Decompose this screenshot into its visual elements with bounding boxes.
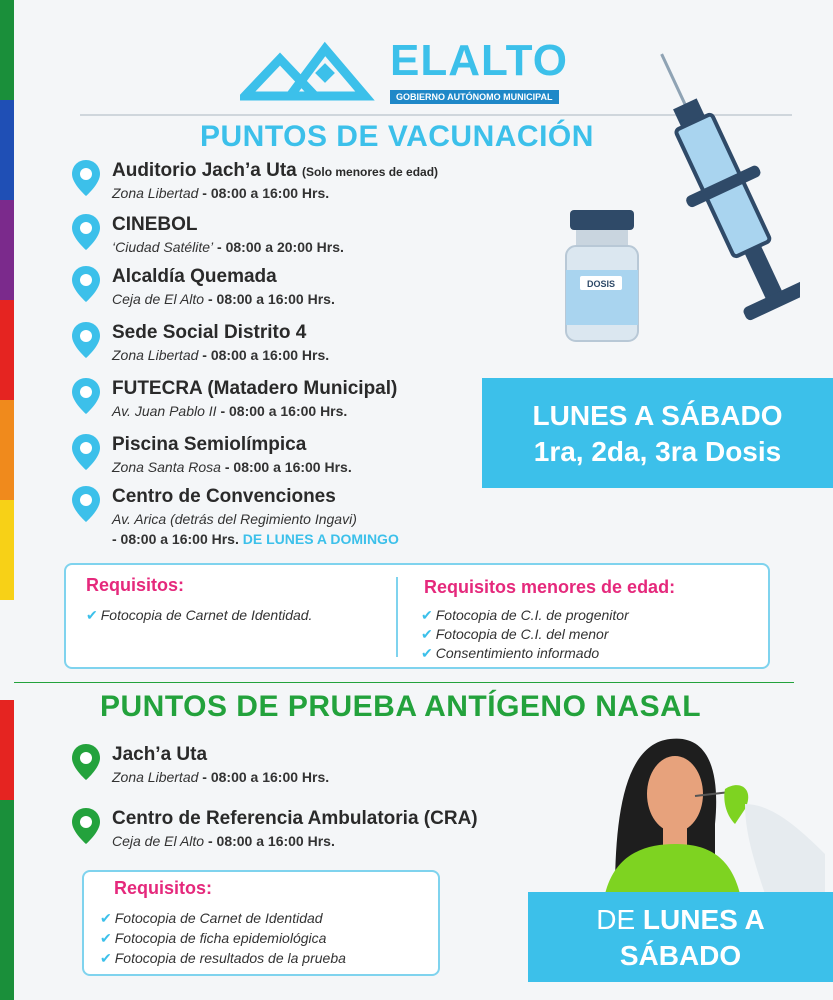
location-pin-icon — [72, 322, 100, 358]
requirement-item: ✔ Fotocopia de resultados de la prueba — [100, 950, 346, 966]
vaccine-vial-icon — [562, 210, 642, 345]
location-pin-icon — [72, 266, 100, 302]
location-details: Zona Libertad - 08:00 a 16:00 Hrs. — [112, 185, 330, 201]
location-name: Auditorio Jach’a Uta (Solo menores de edad) — [112, 160, 439, 181]
requirement-item: ✔ Fotocopia de C.I. del menor — [421, 626, 609, 642]
location-details: Ceja de El Alto - 08:00 a 16:00 Hrs. — [112, 833, 335, 849]
flag-stripe — [0, 0, 14, 1000]
header — [240, 34, 600, 104]
requirement-item: ✔ Consentimiento informado — [421, 645, 600, 661]
check-icon: ✔ — [100, 930, 112, 946]
requirement-item: ✔ Fotocopia de Carnet de Identidad. — [86, 607, 313, 623]
nasal-test-illustration-icon — [595, 734, 825, 894]
logo-text: ELALTO — [390, 36, 568, 85]
vaccination-requirements-box — [64, 563, 770, 669]
divider — [14, 682, 794, 683]
location-details: Av. Juan Pablo II - 08:00 a 16:00 Hrs. — [112, 403, 348, 419]
vial-label: DOSIS — [586, 279, 616, 289]
check-icon: ✔ — [100, 950, 112, 966]
location-details: Zona Libertad - 08:00 a 16:00 Hrs. — [112, 347, 330, 363]
location-name: Centro de Convenciones — [112, 486, 336, 507]
location-hours: - 08:00 a 16:00 Hrs. DE LUNES A DOMINGO — [112, 531, 399, 547]
divider — [396, 577, 398, 657]
mountain-logo-icon — [240, 34, 380, 104]
location-details: ‘Ciudad Satélite’ - 08:00 a 20:00 Hrs. — [112, 239, 344, 255]
minor-requirements-title: Requisitos menores de edad: — [424, 577, 676, 597]
requirements-title: Requisitos: — [114, 878, 213, 898]
antigen-requirements-box — [82, 870, 440, 976]
location-name: Sede Social Distrito 4 — [112, 322, 307, 343]
requirements-title: Requisitos: — [86, 575, 185, 595]
schedule-banner: LUNES A SÁBADO 1ra, 2da, 3ra Dosis — [482, 378, 833, 488]
location-details: Zona Libertad - 08:00 a 16:00 Hrs. — [112, 769, 330, 785]
location-pin-icon — [72, 486, 100, 522]
syringe-icon — [650, 40, 800, 340]
location-pin-icon — [72, 378, 100, 414]
antigen-schedule-banner: DE LUNES A SÁBADO — [528, 892, 833, 982]
location-name: Centro de Referencia Ambulatoria (CRA) — [112, 808, 478, 829]
location-name: Jach’a Uta — [112, 744, 208, 765]
location-name: Piscina Semiolímpica — [112, 434, 307, 455]
location-pin-icon — [72, 160, 100, 196]
requirement-item: ✔ Fotocopia de Carnet de Identidad — [100, 910, 323, 926]
check-icon: ✔ — [421, 626, 433, 642]
location-name: Alcaldía Quemada — [112, 266, 277, 287]
location-name: CINEBOL — [112, 214, 198, 235]
check-icon: ✔ — [421, 607, 433, 623]
check-icon: ✔ — [100, 910, 112, 926]
location-details: Ceja de El Alto - 08:00 a 16:00 Hrs. — [112, 291, 335, 307]
antigen-title: PUNTOS DE PRUEBA ANTÍGENO NASAL — [100, 690, 702, 723]
location-name: FUTECRA (Matadero Municipal) — [112, 378, 398, 399]
check-icon: ✔ — [421, 645, 433, 661]
location-details: Zona Santa Rosa - 08:00 a 16:00 Hrs. — [112, 459, 352, 475]
requirement-item: ✔ Fotocopia de ficha epidemiológica — [100, 930, 327, 946]
logo-subtitle: GOBIERNO AUTÓNOMO MUNICIPAL — [390, 90, 559, 104]
vaccination-title: PUNTOS DE VACUNACIÓN — [200, 120, 594, 153]
location-pin-icon — [72, 744, 100, 780]
location-details: Av. Arica (detrás del Regimiento Ingavi) — [112, 511, 357, 527]
check-icon: ✔ — [86, 607, 98, 623]
location-pin-icon — [72, 434, 100, 470]
location-pin-icon — [72, 214, 100, 250]
location-pin-icon — [72, 808, 100, 844]
requirement-item: ✔ Fotocopia de C.I. de progenitor — [421, 607, 629, 623]
